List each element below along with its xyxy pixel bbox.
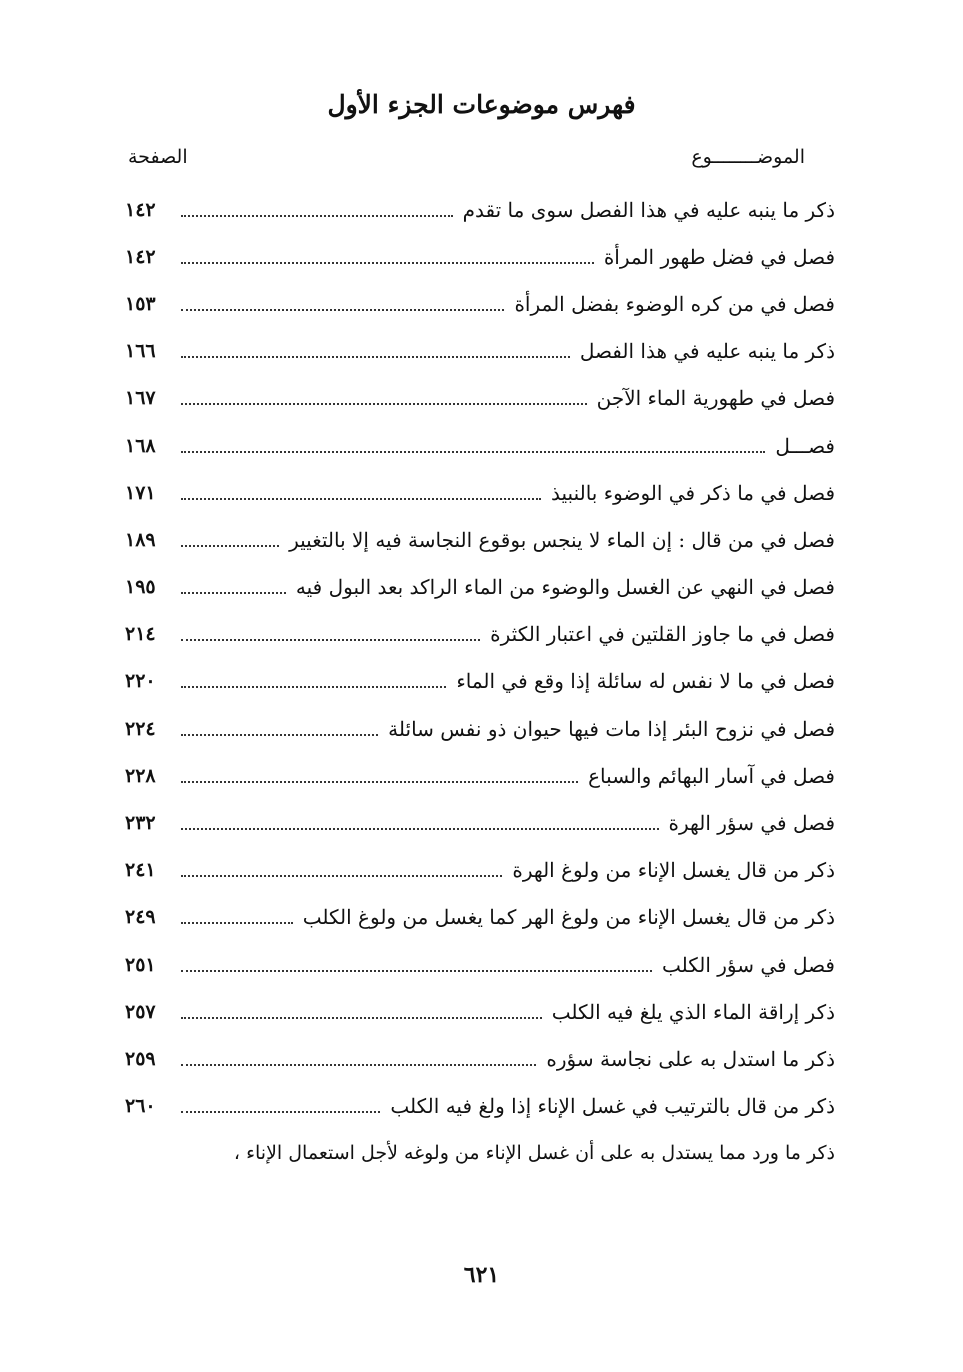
dot-leader [181,1017,542,1019]
toc-entry-page: ٢٣٢ [125,812,156,835]
toc-entry-text: فصـــل [775,433,835,458]
toc-entry-text: ذكر من قال يغسل الإناء من ولوغ الهر كما يغسل من ولوغ الكلب [302,905,835,930]
toc-entry-page: ١٦٧ [125,387,156,410]
toc-entry [125,988,835,1035]
dot-leader [181,970,652,972]
toc-entry-text: ذكر من قال بالترتيب في غسل الإناء إذا ولغ فيه الكلب [390,1094,835,1119]
toc-entry-page: ١٩٥ [125,576,156,599]
dot-leader [181,1064,536,1066]
toc-entry-page: ٢٥١ [125,953,156,976]
toc-entry [125,752,835,799]
page-title: فهرس موضوعات الجزء الأول [327,90,636,119]
toc-entry-page: ١٤٢ [125,245,156,268]
toc-entry-text: فصل في سؤر الهرة [668,811,835,836]
toc-entry-page: ٢٢٨ [125,764,156,787]
toc-entry-text: ذكر ما ينبه عليه في هذا الفصل [579,339,835,364]
toc-entry-text: فصل في ما لا نفس له سائلة إذا وقع في الماء [456,669,835,694]
toc-entry-page: ١٥٣ [125,292,156,315]
toc-entry-continued [125,1130,835,1177]
toc-entry [125,941,835,988]
toc-entry-page: ٢٦٠ [125,1095,156,1118]
dot-leader [181,451,765,453]
toc-entry [125,799,835,846]
dot-leader [181,639,480,641]
toc-entry [125,894,835,941]
dot-leader [181,498,541,500]
toc-entry-text: ذكر ما استدل به على نجاسة سؤره [546,1046,835,1071]
dot-leader [181,215,453,217]
toc-entry-text: ذكر إراقة الماء الذي يلغ فيه الكلب [551,999,835,1024]
dot-leader [181,309,504,311]
toc-entry [125,847,835,894]
dot-leader [181,781,578,783]
toc-entry [125,1035,835,1082]
toc-entry-text: فصل في نزوح البئر إذا مات فيها حيوان ذو نفس سائلة [388,716,835,741]
page-column-header: الصفحة [128,146,188,168]
dot-leader [181,922,293,924]
toc-entry-text: ذكر ما ينبه عليه في هذا الفصل سوى ما تقدم [462,197,835,222]
dot-leader [181,592,286,594]
toc-entry-text: فصل في ما ذكر في الوضوء بالنبيذ [551,480,835,505]
toc-entry [125,233,835,280]
toc-entry [125,375,835,422]
toc-entry [125,1083,835,1130]
toc-entry-text: ذكر ما ورد مما يستدل به على أن غسل الإناء من ولوغه لأجل استعمال الإناء ، [233,1142,835,1165]
toc-entry [125,280,835,327]
toc-entry [125,422,835,469]
toc-entry [125,658,835,705]
toc-entry-page: ٢٢٤ [125,717,156,740]
toc-entry-text: فصل في فضل طهور المرأة [603,244,835,269]
toc-entry-page: ١٦٦ [125,340,156,363]
toc-entry [125,564,835,611]
toc-entry [125,516,835,563]
toc-entry-page: ٢٤٩ [125,906,156,929]
table-of-contents [125,186,835,1177]
dot-leader [181,262,594,264]
toc-entry-page: ٢٥٩ [125,1047,156,1070]
toc-entry [125,705,835,752]
toc-entry-page: ١٤٢ [125,198,156,221]
toc-entry [125,186,835,233]
toc-entry-text: فصل في من قال : إن الماء لا ينجس بوقوع النجاسة فيه إلا بالتغيير [289,527,835,552]
toc-entry-text: ذكر من قال يغسل الإناء من ولوغ الهرة [512,858,835,883]
page-number: ٦٢١ [463,1262,500,1288]
toc-entry [125,328,835,375]
dot-leader [181,828,659,830]
toc-entry-text: فصل في آسار البهائم والسباع [588,763,835,788]
toc-entry-page: ٢٥٧ [125,1000,156,1023]
toc-entry-text: فصل في طهورية الماء الآجن [596,386,835,411]
toc-entry [125,611,835,658]
topic-column-header: الموضــــــــوع [691,146,805,168]
toc-entry-text: فصل في سؤر الكلب [661,952,835,977]
toc-entry-page: ٢٢٠ [125,670,156,693]
dot-leader [181,545,279,547]
toc-entry-text: فصل في ما جاوز القلتين في اعتبار الكثرة [490,622,835,647]
toc-entry-page: ٢٤١ [125,859,156,882]
dot-leader [181,403,587,405]
toc-entry-page: ١٦٨ [125,434,156,457]
dot-leader [181,734,378,736]
dot-leader [181,356,570,358]
toc-entry-page: ٢١٤ [125,623,156,646]
toc-entry [125,469,835,516]
toc-entry-page: ١٧١ [125,481,156,504]
dot-leader [181,686,446,688]
dot-leader [181,1111,380,1113]
toc-entry-page: ١٨٩ [125,528,156,551]
toc-entry-text: فصل في النهي عن الغسل والوضوء من الماء الراكد بعد البول فيه [295,575,835,600]
dot-leader [181,875,502,877]
toc-entry-text: فصل في من كره الوضوء بفضل المرأة [514,291,835,316]
